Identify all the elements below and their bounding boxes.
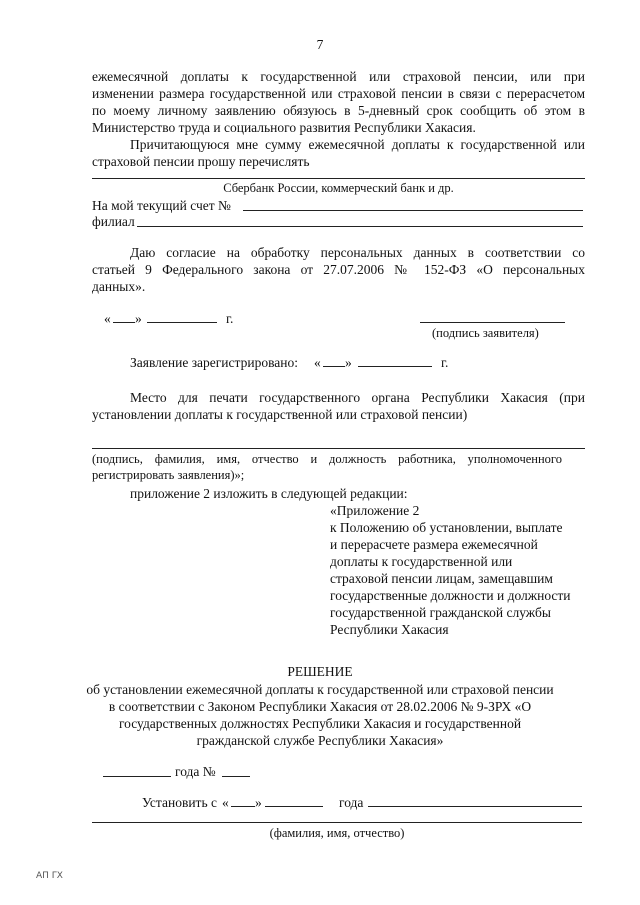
- text-line: страховой пенсии лицам, замещавшим: [330, 571, 553, 586]
- establish-month-line[interactable]: [265, 806, 323, 807]
- text-line: об установлении ежемесячной доплаты к государственной или страховой пенсии: [86, 682, 554, 697]
- appendix-intro: приложение 2 изложить в следующей редакции:: [130, 486, 408, 501]
- text-line: установлении доплаты к государственной или страховой пенсии): [92, 407, 468, 422]
- text-line: государственных должностях Республики Хакасия и государственной: [118, 716, 522, 731]
- branch-label: филиал: [92, 214, 135, 229]
- registered-year-suffix: г.: [441, 355, 449, 370]
- text-line: Министерство труда и социального развития Республики Хакасия.: [92, 120, 476, 135]
- date-month-line[interactable]: [147, 322, 217, 323]
- establish-open-quote: «: [222, 795, 229, 810]
- text-line: в соответствии с Законом Республики Хакасия от 28.02.2006 № 9-ЗРХ «О: [108, 699, 532, 714]
- date-day-line[interactable]: [113, 322, 135, 323]
- fio-caption: (фамилия, имя, отчество): [269, 826, 405, 840]
- decision-number-line[interactable]: [222, 776, 250, 777]
- account-number-line[interactable]: [243, 210, 583, 211]
- text-line: Место для печати государственного органа Республики Хакасия (при: [130, 390, 585, 405]
- signature-caption: (подпись заявителя): [432, 326, 539, 340]
- decision-date-line[interactable]: [103, 776, 171, 777]
- establish-label: Установить с: [142, 795, 217, 810]
- date-open-quote: «: [104, 311, 111, 326]
- text-line: к Положению об установлении, выплате: [330, 520, 563, 535]
- registered-month-line[interactable]: [358, 366, 432, 367]
- text-line: Республики Хакасия: [330, 622, 449, 637]
- footer-mark: ΑΠ ΓΧ: [36, 871, 63, 881]
- page-number: 7: [316, 37, 324, 52]
- text-line: Причитающуюся мне сумму ежемесячной доплаты к государственной или: [130, 137, 585, 152]
- text-line: регистрировать заявления)»;: [92, 468, 245, 482]
- text-line: и перерасчете размера ежемесячной: [330, 537, 538, 552]
- establish-year-label: года: [339, 795, 364, 810]
- bank-caption: Сбербанк России, коммерческий банк и др.: [223, 181, 454, 195]
- text-line: изменении размера государственной или страховой пенсии в связи с перерасчетом: [92, 86, 585, 101]
- decision-year-label: года №: [175, 764, 216, 779]
- date-close-quote: »: [135, 311, 142, 326]
- fio-line[interactable]: [92, 822, 582, 823]
- registered-close-quote: »: [345, 355, 352, 370]
- registered-day-line[interactable]: [323, 366, 345, 367]
- text-line: данных».: [92, 279, 146, 294]
- establish-reason-line[interactable]: [368, 806, 582, 807]
- registered-label: Заявление зарегистрировано:: [130, 355, 298, 370]
- text-line: статьей 9 Федерального закона от 27.07.2006 № 152-ФЗ «О персональных: [92, 262, 585, 277]
- text-line: «Приложение 2: [330, 503, 420, 518]
- establish-close-quote: »: [255, 795, 262, 810]
- official-signature-line[interactable]: [92, 448, 585, 449]
- decision-title: РЕШЕНИЕ: [287, 664, 353, 679]
- branch-line[interactable]: [137, 226, 583, 227]
- applicant-signature-line[interactable]: [420, 322, 565, 323]
- establish-day-line[interactable]: [231, 806, 255, 807]
- text-line: государственные должности и должности: [330, 588, 571, 603]
- text-line: (подпись, фамилия, имя, отчество и должность работника, уполномоченного: [92, 452, 562, 466]
- text-line: страховой пенсии прошу перечислять: [92, 154, 310, 169]
- registered-open-quote: «: [314, 355, 321, 370]
- text-line: государственной гражданской службы: [330, 605, 551, 620]
- text-line: доплаты к государственной или: [330, 554, 513, 569]
- date-year-suffix: г.: [226, 311, 234, 326]
- text-line: Даю согласие на обработку персональных данных в соответствии со: [130, 245, 585, 260]
- text-line: по моему личному заявлению обязуюсь в 5-дневный срок сообщить об этом в: [92, 103, 585, 118]
- text-line: ежемесячной доплаты к государственной или страховой пенсии, или при: [92, 69, 585, 84]
- account-label: На мой текущий счет №: [92, 198, 231, 213]
- text-line: гражданской службе Республики Хакасия»: [196, 733, 444, 748]
- bank-name-line[interactable]: [92, 178, 585, 179]
